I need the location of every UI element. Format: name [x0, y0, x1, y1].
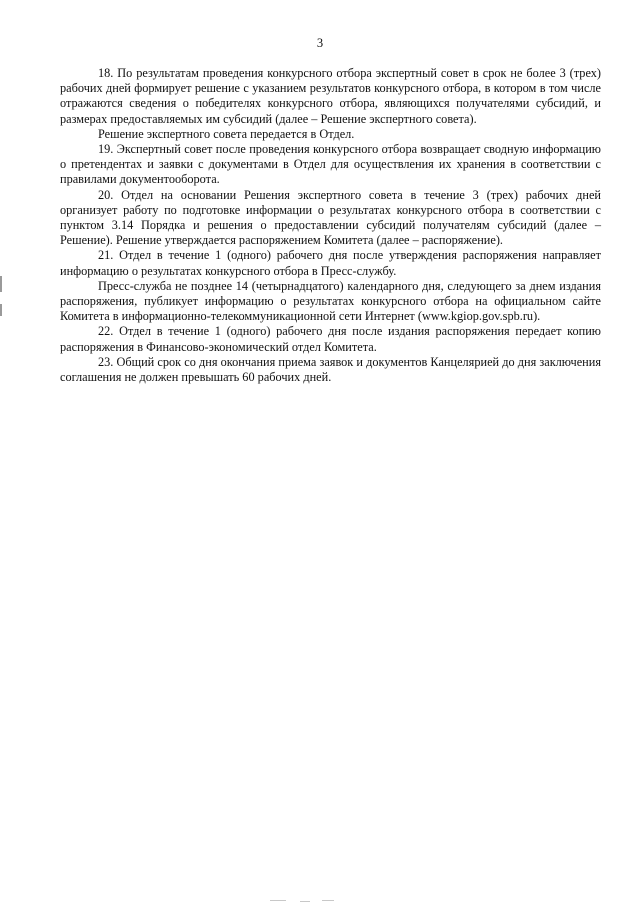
page-number: 3 — [316, 36, 324, 50]
paragraph-19: 19. Экспертный совет после проведения конкурсного отбора возвращает сводную информацию о претендентах и заявки с документами в Отдел для осуществления их хранения в соответствии с правилами документооборота. — [60, 142, 601, 187]
scan-edge-mark — [0, 304, 2, 316]
paragraph-decision-transfer: Решение экспертного совета передается в Отдел. — [98, 126, 355, 141]
paragraph-23: 23. Общий срок со дня окончания приема заявок и документов Канцелярией до дня заключения соглашения не должен превышать 60 рабочих дней. — [60, 354, 601, 385]
paragraph-21: 21. Отдел в течение 1 (одного) рабочего дня после утверждения распоряжения направляет информацию о результатах конкурсного отбора в Пресс-службу. — [60, 248, 601, 278]
scan-speck — [322, 900, 334, 901]
paragraph-20: 20. Отдел на основании Решения экспертного совета в течение 3 (трех) рабочих дней организует работу по подготовке информации о результатах конкурсного отбора в соответствии с пунктом 3.14 Порядка и решения о предоставлении субсидий получателям субсидий (далее – Решение). Решение утверждается распоряжением Комитета (далее – распоряжение). — [60, 187, 601, 248]
scan-speck — [270, 900, 286, 901]
paragraph-22: 22. Отдел в течение 1 (одного) рабочего дня после издания распоряжения передает копию распоряжения в Финансово-экономический отдел Комитета. — [60, 324, 601, 354]
scan-edge-mark — [0, 276, 2, 292]
paragraph-press-service: Пресс-служба не позднее 14 (четырнадцатого) календарного дня, следующего за днем издания распоряжения, публикует информацию о результатах конкурсного отбора на официальном сайте Комитета в информационно-телекоммуникационной сети Интернет (www.kgiop.gov.spb.ru). — [60, 278, 601, 324]
paragraph-18: 18. По результатам проведения конкурсного отбора экспертный совет в срок не более 3 (трех) рабочих дней формирует решение с указанием результатов конкурсного отбора, в котором в том числе отражаются сведения о победителях конкурсного отбора, являющихся получателями субсидий, и размерах предоставляемых им субсидий (далее – Решение экспертного совета). — [60, 66, 601, 126]
scan-speck — [300, 901, 310, 902]
document-body — [60, 66, 601, 385]
